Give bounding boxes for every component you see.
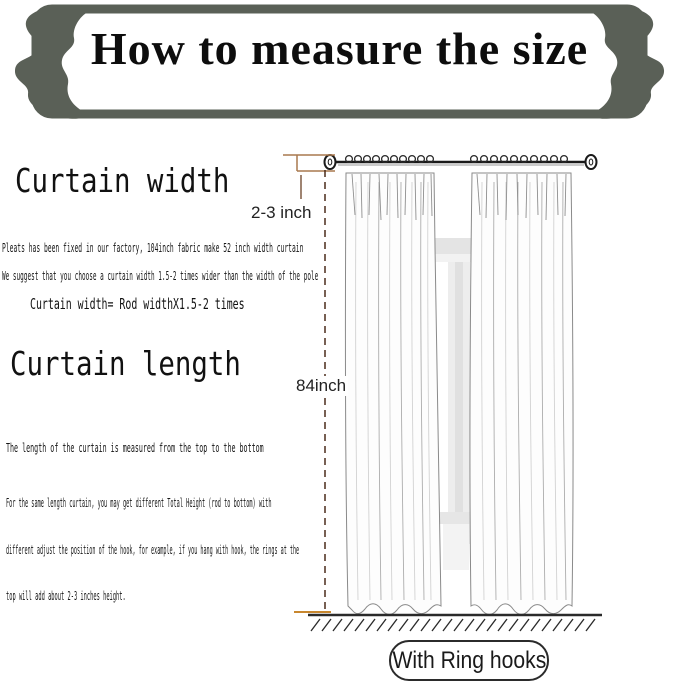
width-text-line1: Pleats has been fixed in our factory, 104inch fabric make 52 inch width curtain xyxy=(2,240,304,255)
curtain-length-dimension-label: 84inch xyxy=(296,376,347,395)
width-formula: Curtain width= Rod widthX1.5-2 times xyxy=(30,295,245,313)
curtain-panel-right xyxy=(470,173,573,614)
length-text-para2-line1: For the same length curtain, you may get different Total Height (rod to bottom) with xyxy=(6,495,272,510)
rod-finial-right xyxy=(586,155,597,169)
page-title: How to measure the size xyxy=(90,23,589,74)
ring-hooks-caption-label: With Ring hooks xyxy=(392,646,546,674)
width-text-line2: We suggest that you choose a curtain width 1.5-2 times wider than the width of the pole xyxy=(2,268,319,283)
curtain-length-heading: Curtain length xyxy=(10,344,241,383)
rod-gap-dimension-label: 2-3 inch xyxy=(251,203,312,222)
curtain-width-heading: Curtain width xyxy=(15,161,230,200)
length-text-para1: The length of the curtain is measured from the top to the bottom xyxy=(6,440,264,455)
length-text-para2-line2: different adjust the position of the hook, for example, if you hang with hook, the rings at the xyxy=(6,542,300,557)
ring-hooks-caption xyxy=(389,640,549,681)
rod-finial-left xyxy=(325,155,336,169)
curtain-panel-left xyxy=(345,173,441,614)
floor-line xyxy=(294,612,602,631)
length-text-para2-line3: top will add about 2-3 inches height. xyxy=(6,588,126,603)
